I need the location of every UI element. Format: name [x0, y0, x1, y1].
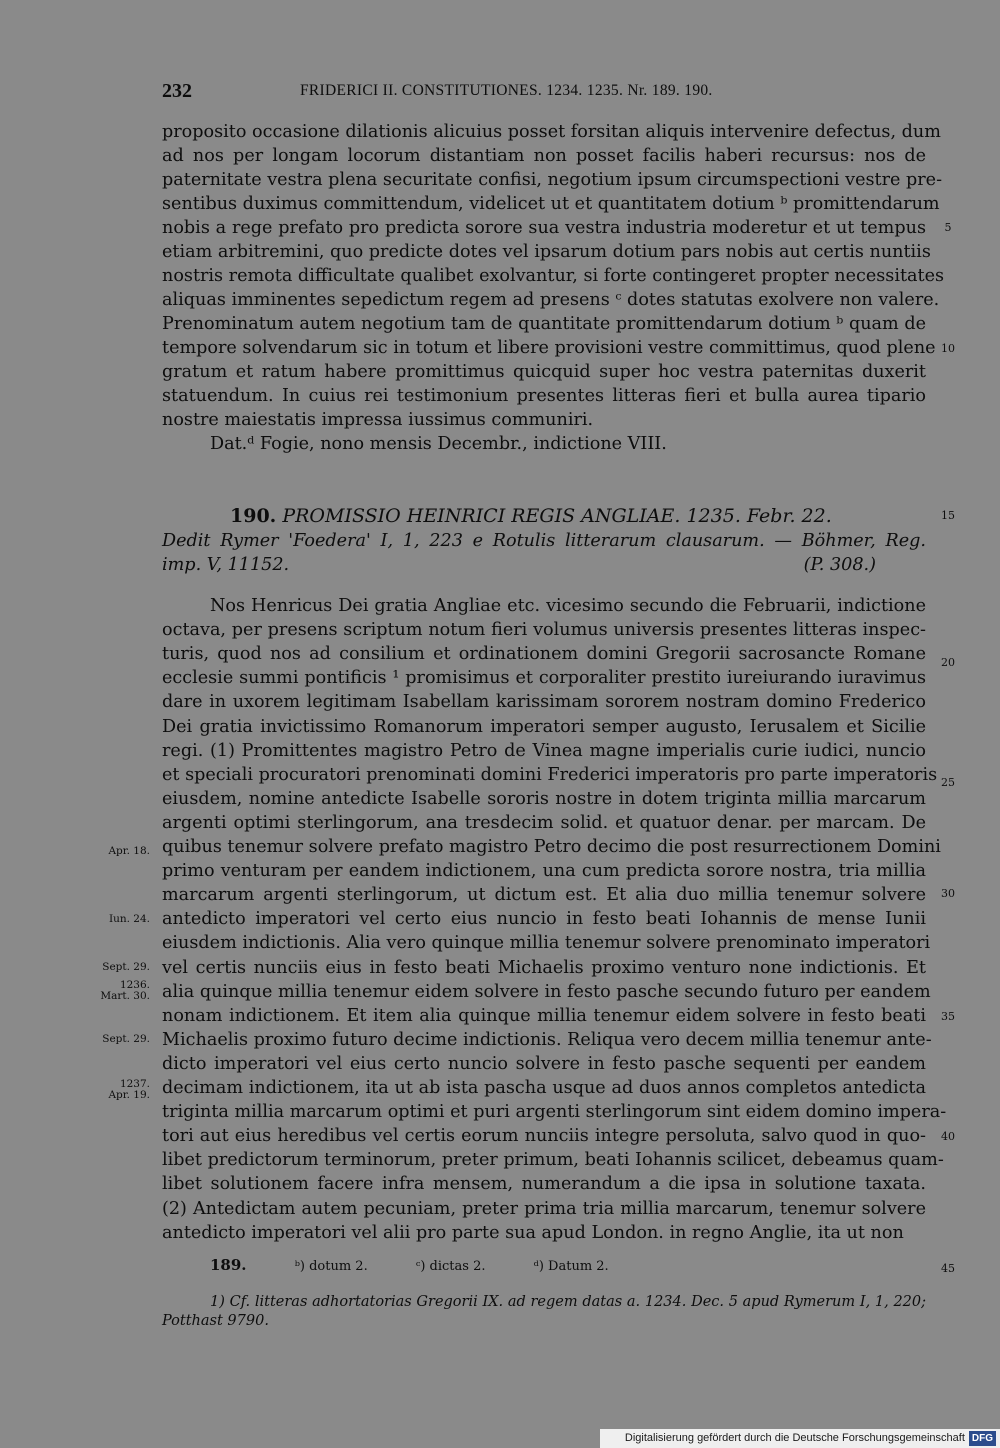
margin-date-line: 1236.	[119, 979, 150, 991]
line-number: 20	[941, 656, 955, 669]
footnote-1: 1) Cf. litteras adhortatorias Gregorii IX. ad regem datas a. 1234. Dec. 5 apud Rymerum I, 1, 220;	[210, 1294, 926, 1310]
line-number: 25	[941, 776, 955, 789]
footer-credit: Digitalisierung gefördert durch die Deutsche Forschungsgemeinschaft	[624, 1432, 965, 1444]
text-line: libet solutionem facere infra mensem, numerandum a die ipsa in solutione taxata.	[162, 1174, 926, 1195]
line-number: 5	[944, 221, 952, 234]
text-line: dicto imperatori vel eius certo nuncio solvere in festo pasche sequenti per eandem	[162, 1053, 926, 1074]
text-line: alia quinque millia tenemur eidem solvere in festo pasche secundo futuro per eandem	[162, 981, 931, 1002]
source-ref: imp. V, 11152.	[162, 555, 290, 575]
source-line-2	[162, 553, 926, 577]
source-page-ref: (P. 308.)	[803, 555, 876, 575]
margin-date-line: Iun. 24.	[108, 913, 150, 925]
variant-note: ᵈ) Datum 2.	[533, 1259, 609, 1274]
text-line: nostre maiestatis impressa iussimus communiri.	[162, 410, 594, 430]
line-number: 30	[941, 887, 955, 900]
margin-date	[78, 1034, 150, 1045]
line-number: 40	[941, 1130, 955, 1143]
text-line: triginta millia marcarum optimi et puri argenti sterlingorum sint eidem domino impera-	[162, 1102, 947, 1123]
text-line: ecclesie summi pontificis ¹ promisimus et corporaliter prestito iureiurando iuravimus	[162, 668, 926, 689]
text-line: Dei gratia invictissimo Romanorum imperatori semper augusto, Ierusalem et Sicilie	[162, 716, 926, 737]
text-line: proposito occasione dilationis alicuius posset forsitan aliquis intervenire defectus, dum	[162, 122, 941, 142]
margin-date-line: Sept. 29.	[102, 961, 150, 973]
line-number: 35	[941, 1010, 955, 1023]
text-line: ad nos per longam locorum distantiam non posset facilis haberi recursus: nos de	[162, 146, 926, 166]
text-line: quibus tenemur solvere prefato magistro Petro decimo die post resurrectionem Domini	[162, 837, 941, 857]
text-line: argenti optimi sterlingorum, ana tresdecim solid. et quatuor denar. per marcam. De	[162, 812, 926, 833]
text-line: octava, per presens scriptum notum fieri volumus universis presentes litteras inspec-	[162, 620, 926, 641]
text-line: tempore solvendarum sic in totum et libere provisioni vestre committimus, quod plene	[162, 338, 936, 358]
section-number: 190.	[230, 505, 277, 527]
margin-date-line: Apr. 19.	[108, 1089, 150, 1101]
text-line: libet predictorum terminorum, preter primum, beati Iohannis scilicet, debeamus quam-	[162, 1150, 944, 1171]
text-line: decimam indictionem, ita ut ab ista pascha usque ad duos annos completos antedicta	[162, 1078, 926, 1098]
margin-date-line: Sept. 29.	[102, 1033, 150, 1045]
text-line: sentibus duximus committendum, videlicet ut et quantitatem dotium ᵇ promittendarum	[162, 194, 940, 214]
text-line: nonam indictionem. Et item alia quinque millia tenemur eidem solvere in festo beati	[162, 1005, 926, 1026]
text-line: regi. (1) Promittentes magistro Petro de Vinea magne imperialis curie iudici, nuncio	[162, 740, 926, 761]
text-line: Dat.ᵈ Fogie, nono mensis Decembr., indictione VIII.	[210, 434, 667, 454]
variant-label: 189.	[210, 1256, 247, 1274]
footnote-1-cont: Potthast 9790.	[162, 1313, 269, 1329]
dfg-logo: DFG	[969, 1431, 996, 1446]
page-number: 232	[162, 80, 192, 102]
margin-date	[78, 962, 150, 973]
margin-date-line: 1237.	[119, 1078, 150, 1090]
margin-date	[78, 914, 150, 925]
text-line: vel certis nunciis eius in festo beati Michaelis proximo venturo none indictionis. Et	[162, 957, 926, 978]
margin-date-line: Mart. 30.	[100, 990, 150, 1002]
variant-notes	[210, 1256, 653, 1274]
text-line: Prenominatum autem negotium tam de quantitate promittendarum dotium ᵇ quam de	[162, 314, 926, 334]
text-line: eiusdem indictionis. Alia vero quinque millia tenemur solvere prenominato imperatori	[162, 933, 931, 954]
text-line: antedicto imperatori vel alii pro parte sua apud London. in regno Anglie, ita ut non	[162, 1222, 904, 1243]
line-number: 15	[941, 509, 955, 522]
text-line: Nos Henricus Dei gratia Angliae etc. vicesimo secundo die Februarii, indictione	[210, 596, 926, 616]
section-heading: PROMISSIO HEINRICI REGIS ANGLIAE. 1235. Febr. 22.	[282, 505, 832, 527]
digitization-footer	[600, 1429, 1000, 1448]
running-header	[162, 78, 782, 108]
margin-date	[78, 980, 150, 1002]
margin-date	[78, 1079, 150, 1101]
source-line: Dedit Rymer 'Foedera' I, 1, 223 e Rotulis litterarum clausarum. — Böhmer, Reg.	[162, 531, 926, 551]
text-line: et speciali procuratori prenominati domini Frederici imperatoris pro parte imperatoris	[162, 764, 938, 785]
text-line: Michaelis proximo futuro decime indictionis. Reliqua vero decem millia tenemur ante-	[162, 1029, 932, 1050]
text-line: etiam arbitremini, quo predicte dotes vel ipsarum dotium pars nobis aut certis nuntiis	[162, 242, 931, 262]
variant-note: ᵇ) dotum 2.	[294, 1259, 368, 1274]
text-line: (2) Antedictam autem pecuniam, preter prima tria millia marcarum, tenemur solvere	[162, 1198, 926, 1219]
running-title: FRIDERICI II. CONSTITUTIONES. 1234. 1235. Nr. 189. 190.	[300, 82, 713, 99]
variant-note: ᶜ) dictas 2.	[415, 1259, 486, 1274]
text-line: antedicto imperatori vel certo eius nuncio in festo beati Iohannis de mense Iunii	[162, 909, 926, 930]
text-line: primo venturam per eandem indictionem, una cum predicta sorore nostra, tria millia	[162, 861, 926, 882]
text-line: statuendum. In cuius rei testimonium presentes litteras fieri et bulla aurea tipario	[162, 386, 926, 406]
text-line: turis, quod nos ad consilium et ordinationem domini Gregorii sacrosancte Romane	[162, 644, 926, 665]
text-line: marcarum argenti sterlingorum, ut dictum est. Et alia duo millia tenemur solvere	[162, 885, 926, 906]
text-line: nobis a rege prefato pro predicta sorore sua vestra industria moderetur et ut tempus	[162, 218, 926, 238]
text-line: gratum et ratum habere promittimus quicquid super hoc vestra paternitas duxerit	[162, 362, 926, 382]
text-line: tori aut eius heredibus vel certis eorum nunciis integre persoluta, salvo quod in quo-	[162, 1126, 926, 1147]
margin-date-line: Apr. 18.	[108, 845, 150, 857]
text-line: aliquas imminentes sepedictum regem ad presens ᶜ dotes statutas exolvere non valere.	[162, 290, 940, 310]
line-number: 45	[941, 1262, 955, 1275]
text-line: paternitate vestra plena securitate confisi, negotium ipsum circumspectioni vestre pre-	[162, 170, 943, 190]
section-title	[230, 504, 870, 528]
line-number: 10	[941, 342, 955, 355]
text-line: dare in uxorem legitimam Isabellam karissimam sororem nostram domino Frederico	[162, 692, 926, 713]
text-line: nostris remota difficultate qualibet exolvantur, si forte contingeret propter necessitates	[162, 266, 945, 286]
text-line: eiusdem, nomine antedicte Isabelle sororis nostre in dotem triginta millia marcarum	[162, 788, 926, 809]
margin-date	[78, 846, 150, 857]
